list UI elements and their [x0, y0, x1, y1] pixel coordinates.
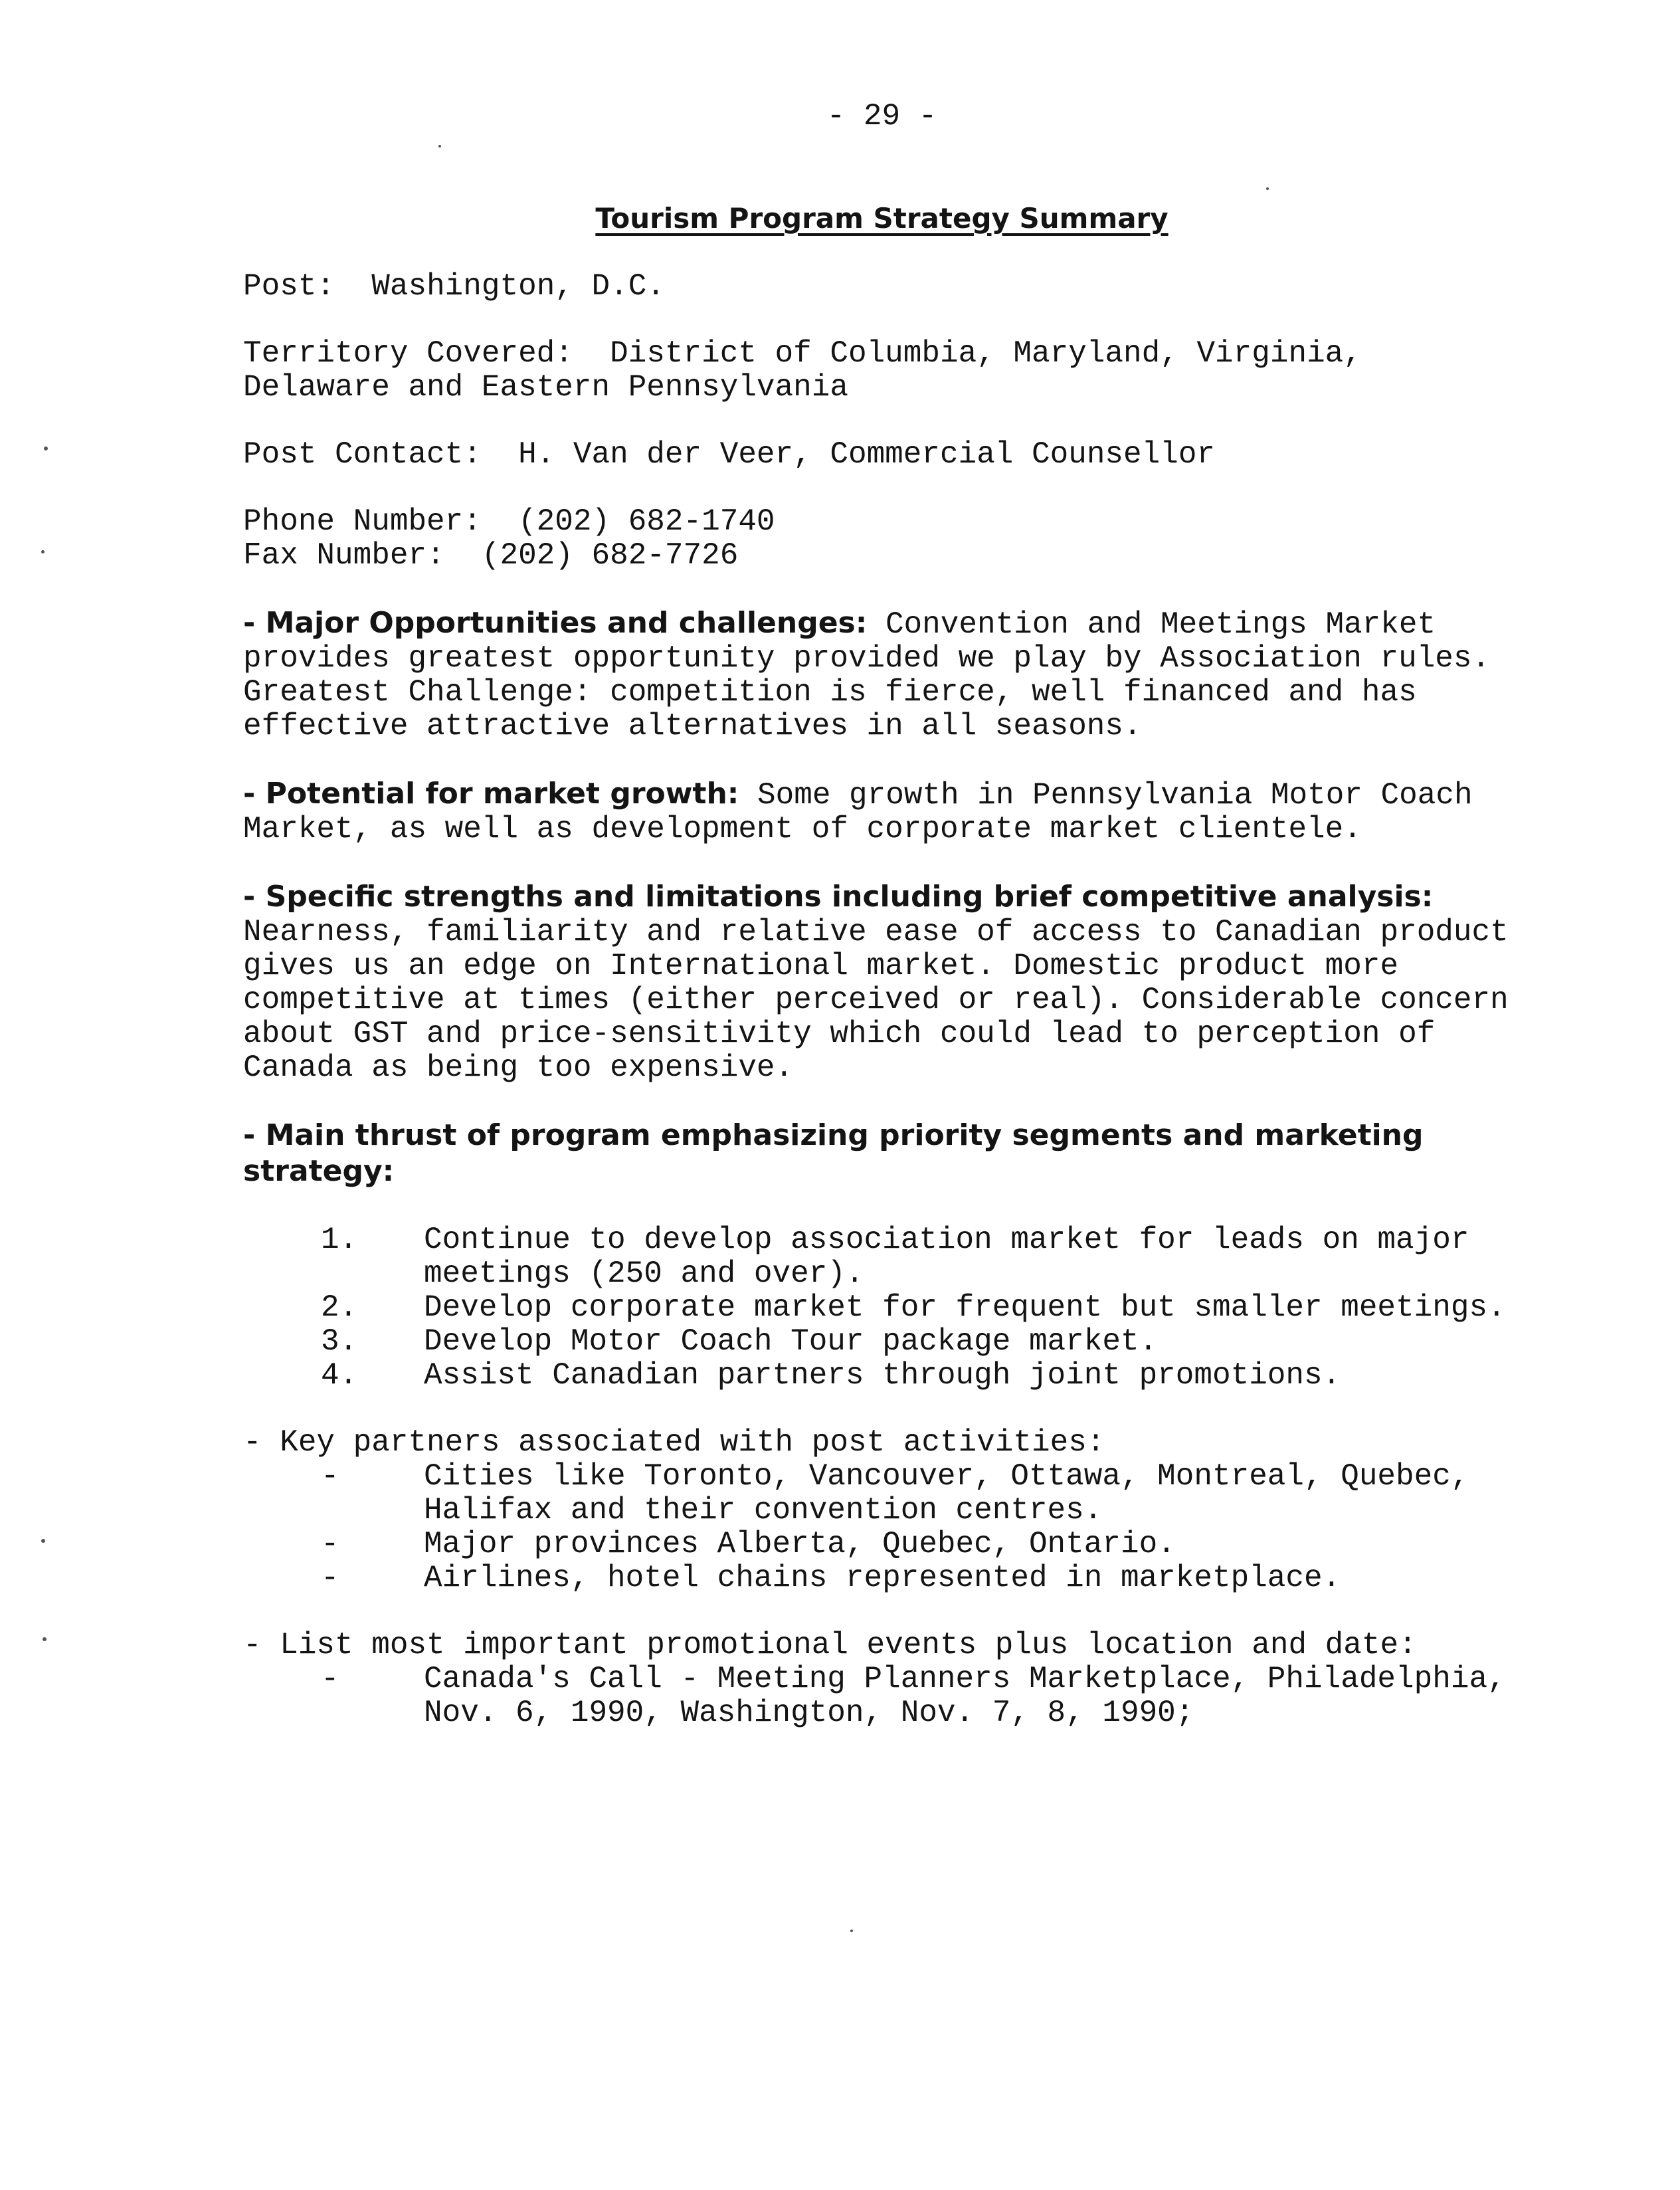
growth-heading: - Potential for market growth:	[243, 777, 739, 811]
post-value: Washington, D.C.	[371, 269, 665, 304]
partners-heading: - Key partners associated with post activities:	[243, 1425, 1105, 1460]
strengths-heading: - Specific strengths and limitations including brief competitive analysis:	[243, 880, 1434, 914]
scan-speck	[41, 550, 45, 553]
fax-label: Fax Number:	[243, 538, 445, 573]
strengths-text: Nearness, familiarity and relative ease of access to Canadian product gives us an edge on International market. Domestic product more competitive at times (either perceived or real). Considerable concern about GST and price-sensitivity which could lead to perception of Canada as being too expensive.	[243, 915, 1509, 1085]
post-field	[243, 270, 1558, 304]
contact-label: Post Contact:	[243, 437, 482, 472]
page-title: Tourism Program Strategy Summary	[595, 202, 1168, 235]
fax-value: (202) 682-7726	[481, 538, 739, 573]
list-item: - Airlines, hotel chains represented in marketplace.	[321, 1561, 1341, 1595]
events-heading: - List most important promotional events plus location and date:	[243, 1628, 1417, 1662]
territory-field	[243, 337, 1558, 405]
scan-speck	[43, 1637, 47, 1641]
list-item: 1. Continue to develop association market for leads on major meetings (250 and over).	[321, 1223, 1469, 1291]
thrust-list	[243, 1223, 1558, 1393]
scan-speck	[850, 1930, 853, 1932]
territory-line-2: Delaware and Eastern Pennsylvania	[243, 370, 848, 405]
opportunities-section	[243, 606, 1558, 744]
scan-speck	[1266, 187, 1269, 190]
partners-list	[243, 1460, 1558, 1595]
contact-value: H. Van der Veer, Commercial Counsellor	[518, 437, 1216, 472]
events-section	[243, 1629, 1558, 1662]
contact-field	[243, 438, 1558, 472]
phone-value: (202) 682-1740	[518, 504, 775, 539]
events-list	[243, 1662, 1558, 1730]
strengths-section	[243, 880, 1558, 1085]
list-item: 2. Develop corporate market for frequent but smaller meetings.	[321, 1290, 1506, 1325]
list-item: 3. Develop Motor Coach Tour package market.	[321, 1324, 1158, 1359]
opportunities-text: Convention and Meetings Market provides greatest opportunity provided we play by Association rules. Greatest Challenge: competition is fierce, well financed and has effective attractive alternatives in all seasons.	[243, 607, 1491, 744]
list-item: - Major provinces Alberta, Quebec, Ontario.	[321, 1527, 1176, 1561]
scan-speck	[44, 447, 48, 450]
growth-section	[243, 777, 1558, 846]
scan-speck	[438, 145, 441, 148]
list-item: 4. Assist Canadian partners through joint promotions.	[321, 1358, 1341, 1393]
scan-speck	[41, 1539, 45, 1543]
document-body	[243, 270, 1558, 1763]
thrust-heading: - Main thrust of program emphasizing priority segments and marketing strategy:	[243, 1118, 1424, 1188]
phone-label: Phone Number:	[243, 504, 482, 539]
partners-section	[243, 1426, 1558, 1460]
territory-label: Territory Covered:	[243, 336, 573, 371]
thrust-section	[243, 1118, 1558, 1190]
list-item: - Canada's Call - Meeting Planners Marketplace, Philadelphia, Nov. 6, 1990, Washington, Nov. 7, 8, 1990;	[321, 1662, 1506, 1730]
opportunities-heading: - Major Opportunities and challenges:	[243, 606, 868, 640]
growth-text: Some growth in Pennsylvania Motor Coach Market, as well as development of corporate market clientele.	[243, 778, 1473, 846]
page-number: - 29 -	[826, 99, 937, 134]
post-label: Post:	[243, 269, 335, 304]
phone-fax-block	[243, 505, 1558, 573]
list-item: - Cities like Toronto, Vancouver, Ottawa, Montreal, Quebec, Halifax and their convention centres.	[321, 1459, 1469, 1528]
territory-line-1: District of Columbia, Maryland, Virginia,	[610, 336, 1362, 371]
